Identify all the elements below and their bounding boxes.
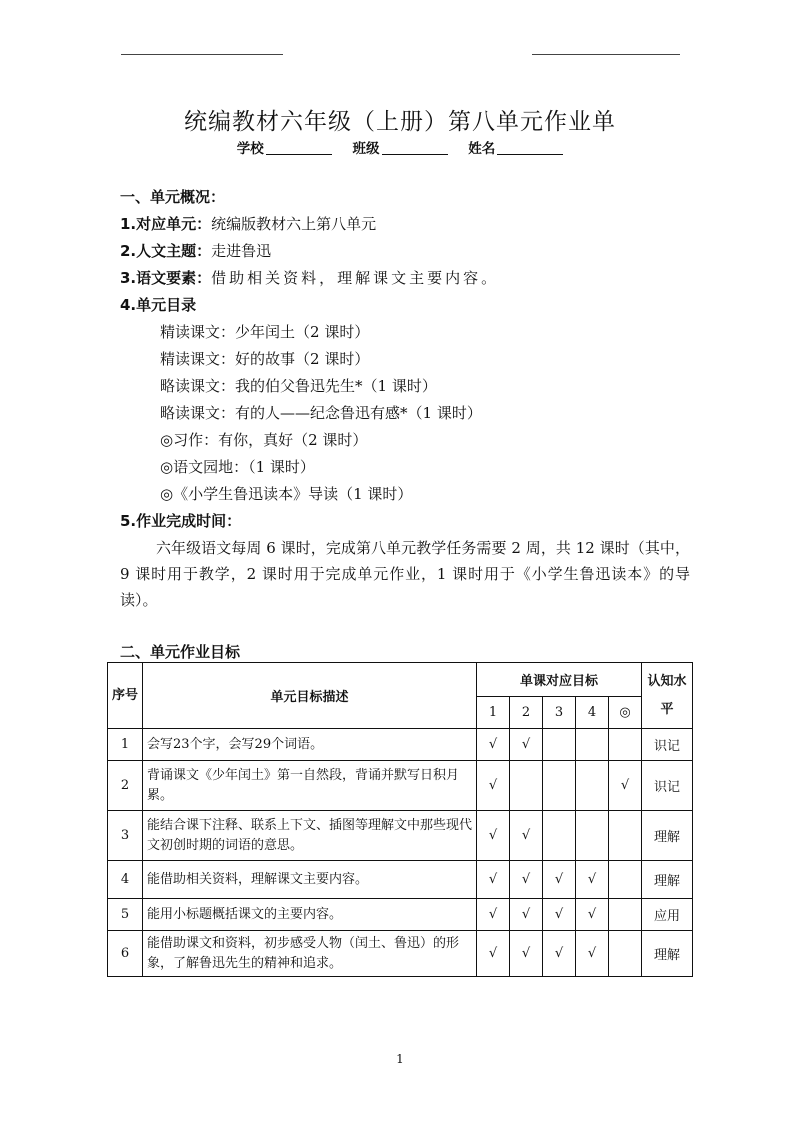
catalog-item: 精读课文：好的故事（2 课时） bbox=[160, 350, 370, 368]
empty-check-cell bbox=[543, 811, 576, 861]
empty-check-cell bbox=[543, 761, 576, 811]
empty-check-cell bbox=[576, 761, 609, 811]
row-seq: 1 bbox=[108, 729, 143, 761]
row-seq: 4 bbox=[108, 861, 143, 899]
level-header: 认知水平 bbox=[642, 663, 693, 729]
catalog-item: 精读课文：少年闰土（2 课时） bbox=[160, 323, 370, 341]
row-level: 理解 bbox=[642, 861, 693, 899]
catalog-item: ◎习作：有你，真好（2 课时） bbox=[160, 431, 368, 449]
time-paragraph: 六年级语文每周 6 课时，完成第八单元教学任务需要 2 周，共 12 课时（其中，9 课时用于教学，2 课时用于完成单元作业，1 课时用于《小学生鲁迅读本》的导读）。 bbox=[120, 539, 690, 609]
class-field[interactable]: 班级 bbox=[353, 141, 448, 157]
check-mark-icon: √ bbox=[477, 861, 510, 899]
check-mark-icon: √ bbox=[609, 761, 642, 811]
time-label: 5.作业完成时间： bbox=[120, 512, 242, 530]
table-row bbox=[108, 811, 693, 861]
check-mark-icon: √ bbox=[477, 899, 510, 931]
empty-check-cell bbox=[609, 899, 642, 931]
check-mark-icon: √ bbox=[576, 861, 609, 899]
row-description: 会写23个字，会写29个词语。 bbox=[143, 729, 477, 761]
table-row bbox=[108, 861, 693, 899]
header-rule-left bbox=[121, 54, 283, 55]
seq-header: 序号 bbox=[108, 663, 143, 729]
check-mark-icon: √ bbox=[510, 861, 543, 899]
row-description: 能借助相关资料，理解课文主要内容。 bbox=[143, 861, 477, 899]
empty-check-cell bbox=[609, 931, 642, 977]
check-mark-icon: √ bbox=[510, 729, 543, 761]
theme-value: 走进鲁迅 bbox=[211, 242, 272, 260]
row-seq: 5 bbox=[108, 899, 143, 931]
check-mark-icon: √ bbox=[543, 861, 576, 899]
lesson-col-header: 4 bbox=[576, 697, 609, 729]
row-level: 识记 bbox=[642, 729, 693, 761]
table-row bbox=[108, 761, 693, 811]
row-level: 理解 bbox=[642, 811, 693, 861]
row-seq: 6 bbox=[108, 931, 143, 977]
row-level: 理解 bbox=[642, 931, 693, 977]
empty-check-cell bbox=[609, 729, 642, 761]
row-description: 能结合课下注释、联系上下文、插图等理解文中那些现代文初创时期的词语的意思。 bbox=[143, 811, 477, 861]
header-rule-right bbox=[532, 54, 680, 55]
theme-line bbox=[120, 240, 271, 261]
name-field[interactable]: 姓名 bbox=[468, 141, 563, 157]
empty-check-cell bbox=[609, 861, 642, 899]
table-row bbox=[108, 899, 693, 931]
section2-heading: 二、单元作业目标 bbox=[120, 643, 241, 661]
check-mark-icon: √ bbox=[576, 931, 609, 977]
check-mark-icon: √ bbox=[510, 931, 543, 977]
document-title: 统编教材六年级（上册）第八单元作业单 bbox=[184, 109, 616, 135]
empty-check-cell bbox=[543, 729, 576, 761]
row-seq: 2 bbox=[108, 761, 143, 811]
row-level: 识记 bbox=[642, 761, 693, 811]
theme-label: 2.人文主题： bbox=[120, 242, 212, 260]
element-label: 3.语文要素： bbox=[120, 269, 212, 287]
section1-heading: 一、单元概况： bbox=[120, 188, 226, 206]
check-mark-icon: √ bbox=[543, 931, 576, 977]
table-row bbox=[108, 729, 693, 761]
catalog-item: 略读课文：我的伯父鲁迅先生*（1 课时） bbox=[160, 377, 437, 395]
element-line bbox=[120, 267, 499, 288]
lesson-col-header: 1 bbox=[477, 697, 510, 729]
check-mark-icon: √ bbox=[477, 729, 510, 761]
check-mark-icon: √ bbox=[543, 899, 576, 931]
goals-table bbox=[107, 662, 693, 977]
catalog-item: 略读课文：有的人——纪念鲁迅有感*（1 课时） bbox=[160, 404, 482, 422]
row-description: 能用小标题概括课文的主要内容。 bbox=[143, 899, 477, 931]
student-info-line bbox=[0, 137, 800, 157]
lesson-header: 单课对应目标 bbox=[477, 663, 642, 697]
catalog-label: 4.单元目录 bbox=[120, 296, 197, 314]
empty-check-cell bbox=[609, 811, 642, 861]
check-mark-icon: √ bbox=[477, 811, 510, 861]
empty-check-cell bbox=[576, 811, 609, 861]
row-seq: 3 bbox=[108, 811, 143, 861]
unit-label: 1.对应单元： bbox=[120, 215, 212, 233]
check-mark-icon: √ bbox=[510, 899, 543, 931]
check-mark-icon: √ bbox=[477, 761, 510, 811]
page-number: 1 bbox=[396, 1052, 404, 1066]
table-row bbox=[108, 931, 693, 977]
row-description: 能借助课文和资料，初步感受人物（闰土、鲁迅）的形象，了解鲁迅先生的精神和追求。 bbox=[143, 931, 477, 977]
unit-value: 统编版教材六上第八单元 bbox=[211, 215, 377, 233]
check-mark-icon: √ bbox=[510, 811, 543, 861]
lesson-col-header: 2 bbox=[510, 697, 543, 729]
row-level: 应用 bbox=[642, 899, 693, 931]
unit-line bbox=[120, 213, 376, 234]
catalog-item: ◎语文园地：（1 课时） bbox=[160, 458, 315, 476]
check-mark-icon: √ bbox=[576, 899, 609, 931]
empty-check-cell bbox=[576, 729, 609, 761]
school-field[interactable]: 学校 bbox=[237, 141, 332, 157]
element-value: 借助相关资料，理解课文主要内容。 bbox=[211, 269, 500, 287]
check-mark-icon: √ bbox=[477, 931, 510, 977]
desc-header: 单元目标描述 bbox=[143, 663, 477, 729]
row-description: 背诵课文《少年闰土》第一自然段，背诵并默写日积月累。 bbox=[143, 761, 477, 811]
empty-check-cell bbox=[510, 761, 543, 811]
lesson-col-header: ◎ bbox=[609, 697, 642, 729]
catalog-item: ◎《小学生鲁迅读本》导读（1 课时） bbox=[160, 485, 413, 503]
lesson-col-header: 3 bbox=[543, 697, 576, 729]
